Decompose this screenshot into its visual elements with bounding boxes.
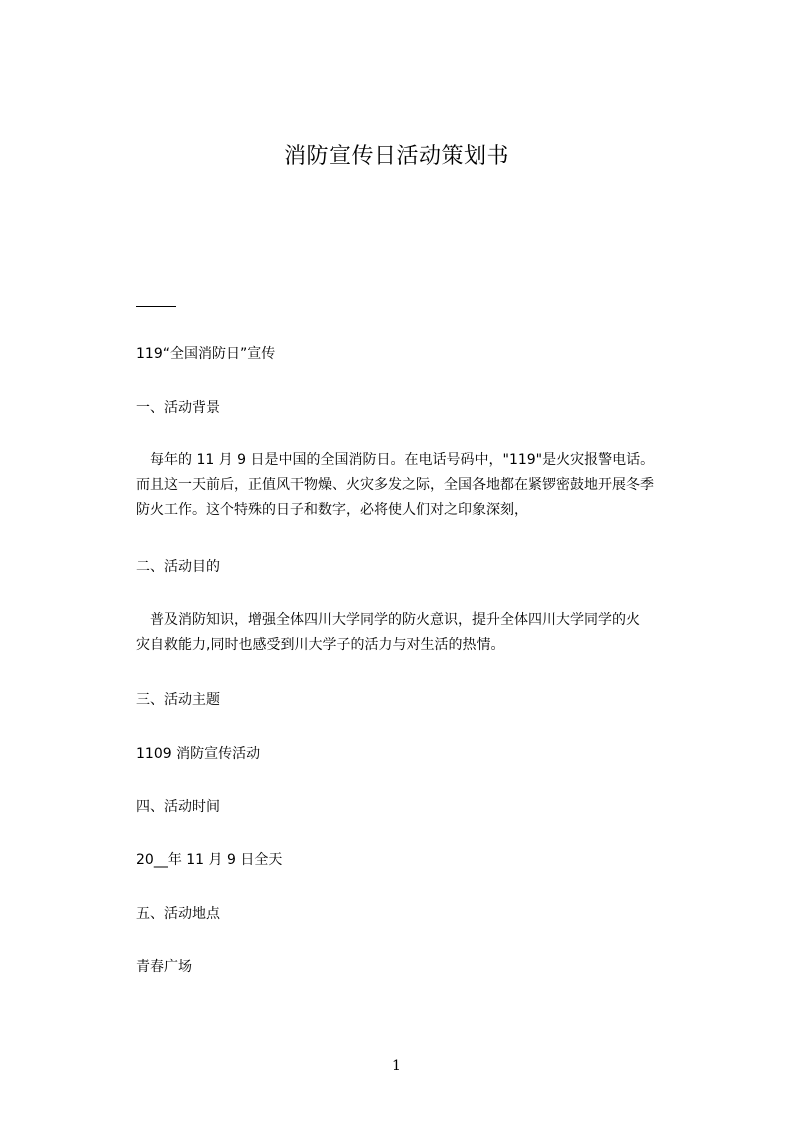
section-heading-location: 五、活动地点 [136, 906, 220, 922]
section-content-theme: 1109 消防宣传活动 [136, 746, 261, 762]
section-paragraph-purpose [136, 608, 704, 658]
section-content-location: 青春广场 [136, 959, 192, 975]
section-content-time: 20__年 11 月 9 日全天 [136, 852, 283, 868]
paragraph-line: 每年的 11 月 9 日是中国的全国消防日。在电话号码中，"119"是火灾报警电话。 [136, 452, 655, 468]
paragraph-line: 防火工作。这个特殊的日子和数字，必将使人们对之印象深刻， [136, 502, 528, 518]
page-number: 1 [392, 1058, 401, 1074]
document-title: 消防宣传日活动策划书 [283, 144, 509, 169]
blank-underline [136, 306, 176, 307]
section-heading-theme: 三、活动主题 [136, 692, 220, 708]
section-paragraph-background [136, 448, 704, 523]
paragraph-line: 普及消防知识，增强全体四川大学同学的防火意识，提升全体四川大学同学的火 [136, 612, 640, 628]
paragraph-line: 灾自救能力,同时也感受到川大学子的活力与对生活的热情。 [136, 637, 505, 653]
section-heading-purpose: 二、活动目的 [136, 559, 220, 575]
section-heading-background: 一、活动背景 [136, 400, 220, 416]
subtitle: 119“全国消防日”宣传 [136, 346, 276, 362]
section-heading-time: 四、活动时间 [136, 799, 220, 815]
paragraph-line: 而且这一天前后，正值风干物燥、火灾多发之际，全国各地都在紧锣密鼓地开展冬季 [136, 477, 654, 493]
